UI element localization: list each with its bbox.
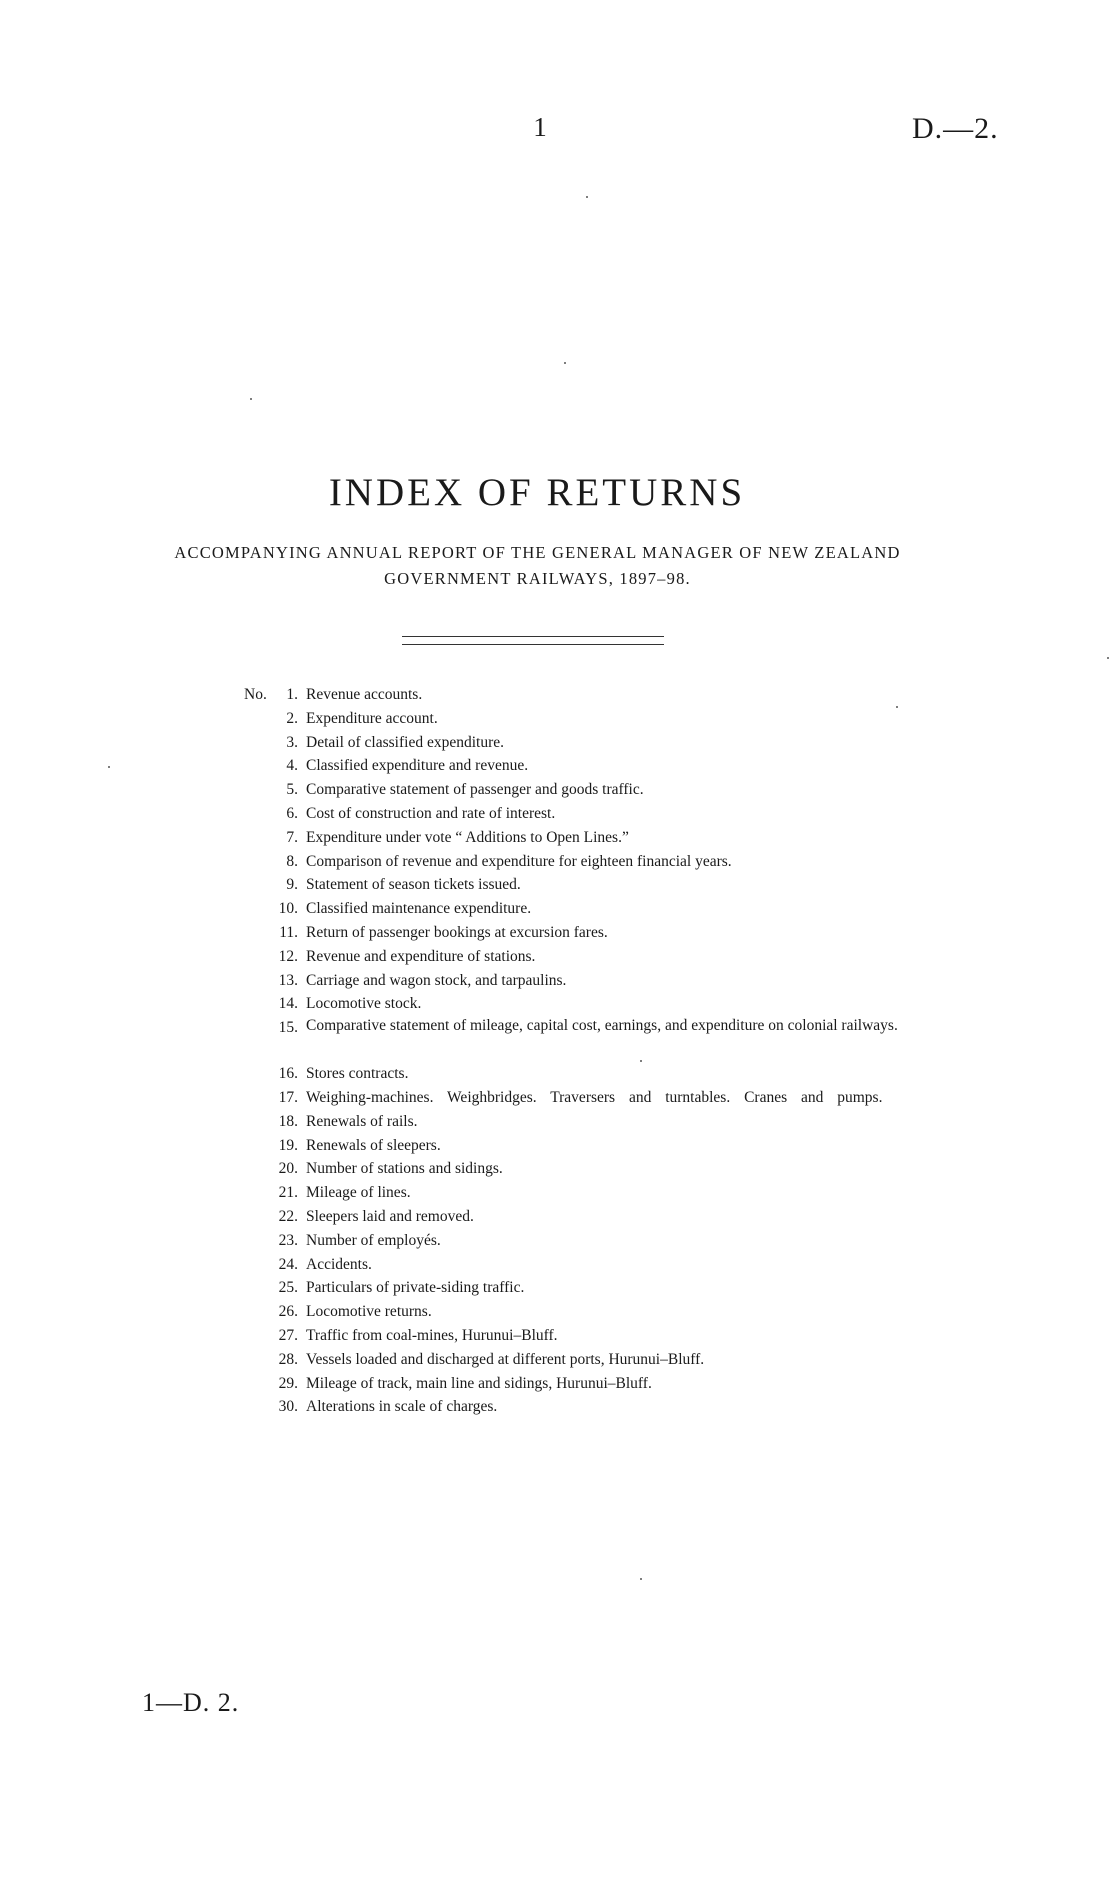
item-text: Cost of construction and rate of interest. (306, 804, 556, 822)
item-text: Sleepers laid and removed. (306, 1207, 474, 1225)
item-text: Number of employés. (306, 1231, 441, 1249)
list-item (240, 1158, 1000, 1182)
item-text: Revenue accounts. (306, 686, 423, 703)
page-title: INDEX OF RETURNS (328, 471, 746, 514)
item-number: 27. (278, 1326, 298, 1344)
item-number: 18. (278, 1112, 298, 1130)
paper-speck (640, 1060, 642, 1062)
number-label: No. (244, 686, 267, 703)
list-item (240, 1396, 1000, 1420)
divider-rule-top (402, 636, 664, 637)
list-item (240, 993, 1000, 1017)
list-item (240, 1063, 1000, 1087)
item-text: Return of passenger bookings at excursion fares. (306, 923, 608, 941)
item-text: Mileage of track, main line and sidings, Hurunui–Bluff. (306, 1374, 652, 1392)
paper-speck (586, 196, 588, 198)
item-text: Locomotive returns. (306, 1303, 432, 1321)
subtitle-line-2: GOVERNMENT RAILWAYS, 1897–98. (384, 569, 691, 588)
item-text: Number of stations and sidings. (306, 1160, 503, 1178)
list-item (240, 1254, 1000, 1278)
list-item (240, 970, 1000, 994)
list-item (240, 732, 1000, 756)
paper-speck (640, 1578, 642, 1580)
divider-rule-bottom (402, 644, 664, 645)
list-item (240, 898, 1000, 922)
document-reference: D.—2. (912, 112, 999, 145)
list-item (240, 1135, 1000, 1159)
item-text: Accidents. (306, 1255, 372, 1273)
list-item (240, 874, 1000, 898)
index-list (240, 684, 1000, 1420)
list-item (240, 779, 1000, 803)
item-text: Statement of season tickets issued. (306, 876, 521, 894)
list-item (240, 1277, 1000, 1301)
list-item (240, 851, 1000, 875)
list-item (240, 803, 1000, 827)
item-text: Particulars of private-siding traffic. (306, 1279, 525, 1297)
item-number: 24. (278, 1255, 298, 1273)
item-number: 10. (278, 900, 298, 918)
item-number: 2. (286, 709, 298, 727)
list-item (240, 1206, 1000, 1230)
item-number: 22. (278, 1207, 298, 1225)
item-number: 13. (278, 971, 298, 989)
list-item (240, 755, 1000, 779)
list-item (240, 708, 1000, 732)
item-number: 20. (278, 1160, 298, 1178)
list-item (240, 1017, 1000, 1063)
item-text: Renewals of sleepers. (306, 1136, 441, 1154)
subtitle (110, 540, 965, 592)
item-text: Traffic from coal-mines, Hurunui–Bluff. (306, 1326, 558, 1344)
list-item (240, 1349, 1000, 1373)
list-item (240, 1325, 1000, 1349)
item-number: 25. (278, 1279, 298, 1297)
footer-reference: 1—D. 2. (142, 1688, 240, 1717)
item-text: Locomotive stock. (306, 995, 422, 1013)
item-number: 6. (286, 804, 298, 822)
item-number: 19. (278, 1136, 298, 1154)
item-number: 16. (278, 1065, 298, 1083)
item-text: Expenditure under vote “ Additions to Open Lines.” (306, 828, 629, 846)
item-text: Comparative statement of passenger and goods traffic. (306, 781, 644, 799)
item-number: 14. (278, 995, 298, 1013)
item-number: 17. (278, 1088, 298, 1106)
item-text: Classified expenditure and revenue. (306, 757, 529, 775)
list-item (240, 1230, 1000, 1254)
paper-speck (250, 398, 252, 400)
item-text: Weighing-machines. Weighbridges. Traversers and turntables. Cranes and pumps. (306, 1088, 883, 1106)
item-text: Comparison of revenue and expenditure for eighteen financial years. (306, 852, 732, 870)
item-number: 4. (286, 757, 298, 775)
item-number: 7. (286, 828, 298, 846)
list-item (240, 1301, 1000, 1325)
item-text: Revenue and expenditure of stations. (306, 947, 536, 965)
item-number: 28. (278, 1350, 298, 1368)
item-number: 8. (286, 852, 298, 870)
subtitle-line-1: ACCOMPANYING ANNUAL REPORT OF THE GENERAL MANAGER OF NEW ZEALAND (174, 543, 901, 562)
paper-speck (564, 362, 566, 364)
item-text: Classified maintenance expenditure. (306, 900, 532, 918)
item-text: Expenditure account. (306, 709, 438, 727)
item-text: Carriage and wagon stock, and tarpaulins. (306, 971, 567, 989)
item-number: 23. (278, 1231, 298, 1249)
item-number: 15. (278, 1019, 298, 1037)
item-text: Detail of classified expenditure. (306, 733, 504, 751)
list-item (240, 1182, 1000, 1206)
item-number: 1. (286, 686, 298, 703)
item-text: Mileage of lines. (306, 1184, 411, 1202)
paper-speck (1107, 657, 1109, 659)
item-number: 30. (278, 1398, 298, 1416)
item-number: 12. (278, 947, 298, 965)
list-item (240, 1087, 1000, 1111)
list-item (240, 1373, 1000, 1397)
item-text: Stores contracts. (306, 1065, 409, 1083)
item-number: 26. (278, 1303, 298, 1321)
item-number: 3. (286, 733, 298, 751)
item-number: 9. (286, 876, 298, 894)
item-text: Renewals of rails. (306, 1112, 418, 1130)
item-number: 5. (286, 781, 298, 799)
paper-speck (108, 766, 110, 768)
list-item (240, 946, 1000, 970)
list-item (240, 1111, 1000, 1135)
item-text: Alterations in scale of charges. (306, 1398, 498, 1416)
list-item (240, 922, 1000, 946)
list-item (240, 827, 1000, 851)
item-text: Vessels loaded and discharged at different ports, Hurunui–Bluff. (306, 1350, 705, 1368)
paper-speck (896, 706, 898, 708)
item-number: 21. (278, 1184, 298, 1202)
item-text: Comparative statement of mileage, capital cost, earnings, and expenditure on colonial railways. (306, 1017, 898, 1035)
item-number: 11. (279, 923, 298, 941)
list-item (240, 684, 1000, 708)
page-number: 1 (533, 112, 547, 142)
item-number: 29. (278, 1374, 298, 1392)
